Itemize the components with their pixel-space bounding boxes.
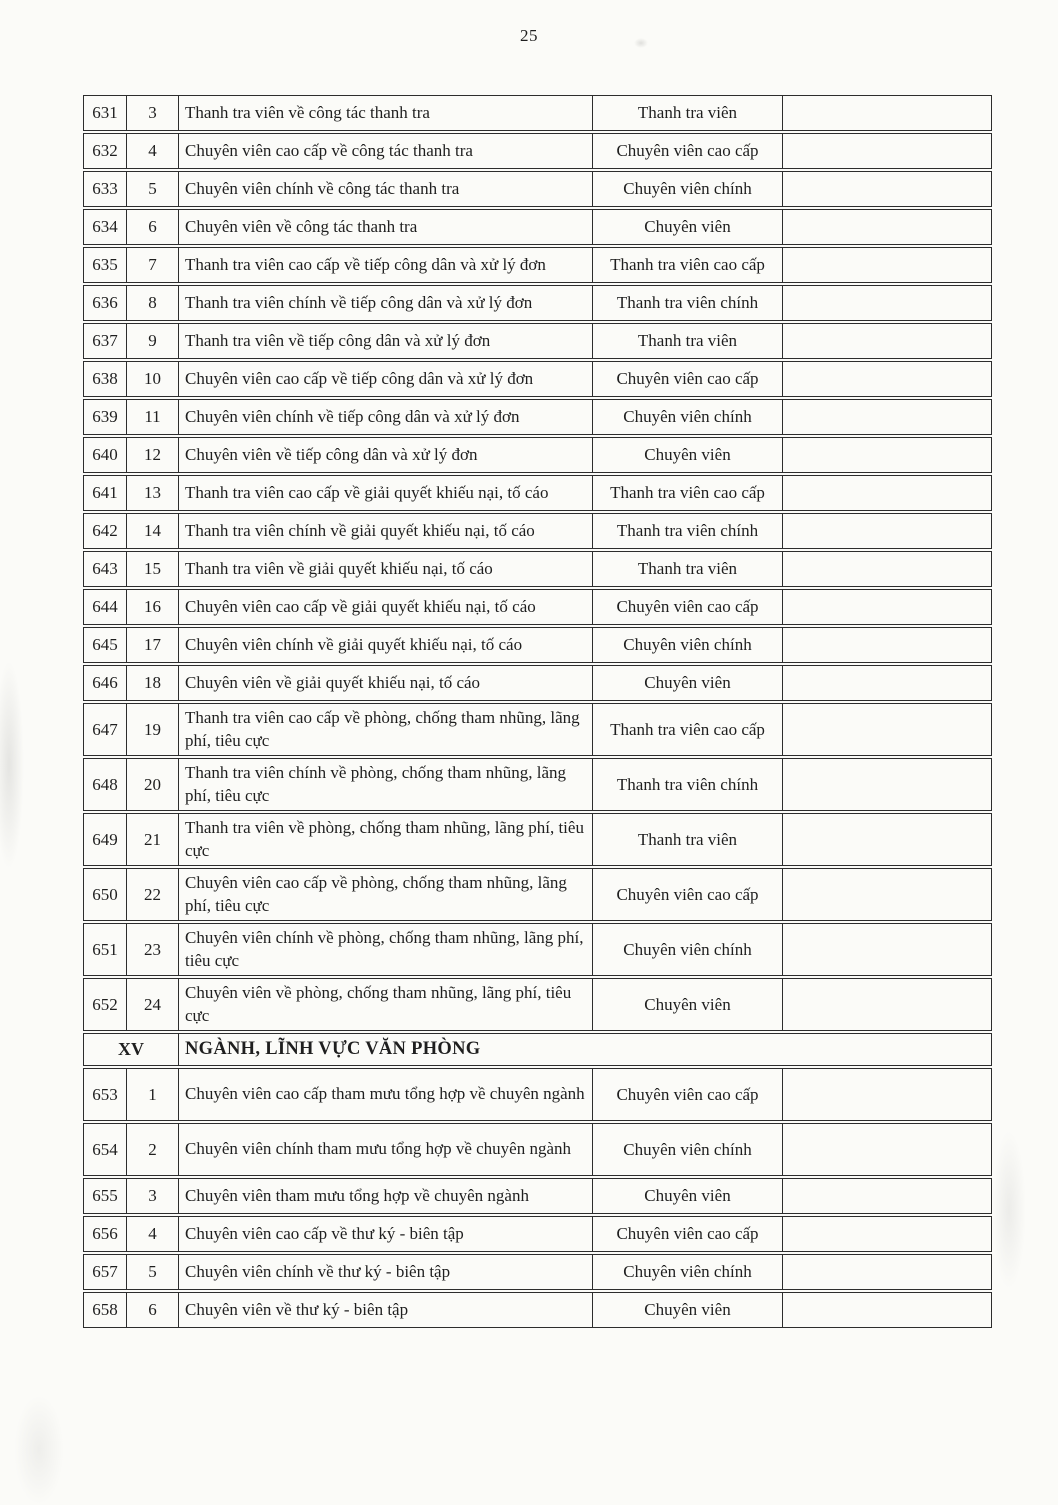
job-title-cell: Chuyên viên cao cấp về công tác thanh tra xyxy=(179,133,593,169)
rank-cell: Thanh tra viên chính xyxy=(593,285,783,321)
scan-smudge xyxy=(14,1395,64,1505)
job-title-cell: Chuyên viên cao cấp về tiếp công dân và xử lý đơn xyxy=(179,361,593,397)
notes-cell xyxy=(783,627,992,663)
table-row xyxy=(83,209,992,245)
notes-cell xyxy=(783,868,992,921)
job-title-cell: Thanh tra viên về công tác thanh tra xyxy=(179,95,593,131)
scan-smudge xyxy=(0,660,24,870)
row-number-cell: 655 xyxy=(83,1178,127,1214)
section-numeral: XV xyxy=(83,1033,179,1066)
row-subnumber-cell: 13 xyxy=(127,475,179,511)
rank-cell: Chuyên viên cao cấp xyxy=(593,361,783,397)
section-title: NGÀNH, LĨNH VỰC VĂN PHÒNG xyxy=(179,1033,992,1066)
job-title-cell: Chuyên viên cao cấp về thư ký - biên tập xyxy=(179,1216,593,1252)
row-number-cell: 636 xyxy=(83,285,127,321)
job-title-cell: Chuyên viên về thư ký - biên tập xyxy=(179,1292,593,1328)
row-number-cell: 653 xyxy=(83,1068,127,1121)
job-title-cell: Chuyên viên về tiếp công dân và xử lý đơn xyxy=(179,437,593,473)
rank-cell: Thanh tra viên xyxy=(593,95,783,131)
row-number-cell: 651 xyxy=(83,923,127,976)
row-subnumber-cell: 24 xyxy=(127,978,179,1031)
row-subnumber-cell: 19 xyxy=(127,703,179,756)
row-number-cell: 648 xyxy=(83,758,127,811)
table-row xyxy=(83,285,992,321)
positions-table xyxy=(83,93,992,1330)
row-subnumber-cell: 7 xyxy=(127,247,179,283)
job-title-cell: Chuyên viên chính về giải quyết khiếu nại, tố cáo xyxy=(179,627,593,663)
table-row xyxy=(83,703,992,756)
row-number-cell: 654 xyxy=(83,1123,127,1176)
notes-cell xyxy=(783,323,992,359)
row-subnumber-cell: 14 xyxy=(127,513,179,549)
row-subnumber-cell: 23 xyxy=(127,923,179,976)
table-row xyxy=(83,399,992,435)
row-number-cell: 650 xyxy=(83,868,127,921)
row-number-cell: 646 xyxy=(83,665,127,701)
row-number-cell: 642 xyxy=(83,513,127,549)
row-subnumber-cell: 11 xyxy=(127,399,179,435)
row-subnumber-cell: 8 xyxy=(127,285,179,321)
job-title-cell: Chuyên viên về phòng, chống tham nhũng, lãng phí, tiêu cực xyxy=(179,978,593,1031)
table-row xyxy=(83,437,992,473)
row-number-cell: 644 xyxy=(83,589,127,625)
table-row xyxy=(83,758,992,811)
rank-cell: Thanh tra viên xyxy=(593,813,783,866)
row-number-cell: 632 xyxy=(83,133,127,169)
row-number-cell: 638 xyxy=(83,361,127,397)
row-subnumber-cell: 4 xyxy=(127,1216,179,1252)
table-row xyxy=(83,1123,992,1176)
notes-cell xyxy=(783,361,992,397)
job-title-cell: Chuyên viên chính về công tác thanh tra xyxy=(179,171,593,207)
row-subnumber-cell: 5 xyxy=(127,1254,179,1290)
rank-cell: Chuyên viên cao cấp xyxy=(593,133,783,169)
job-title-cell: Chuyên viên cao cấp tham mưu tổng hợp về chuyên ngành xyxy=(179,1068,593,1121)
notes-cell xyxy=(783,95,992,131)
rank-cell: Thanh tra viên xyxy=(593,551,783,587)
job-title-cell: Chuyên viên tham mưu tổng hợp về chuyên ngành xyxy=(179,1178,593,1214)
row-subnumber-cell: 12 xyxy=(127,437,179,473)
notes-cell xyxy=(783,1178,992,1214)
notes-cell xyxy=(783,703,992,756)
rank-cell: Chuyên viên chính xyxy=(593,171,783,207)
row-subnumber-cell: 18 xyxy=(127,665,179,701)
job-title-cell: Thanh tra viên về tiếp công dân và xử lý đơn xyxy=(179,323,593,359)
notes-cell xyxy=(783,1254,992,1290)
scan-smudge xyxy=(992,1130,1026,1290)
row-number-cell: 641 xyxy=(83,475,127,511)
table-row xyxy=(83,1178,992,1214)
row-subnumber-cell: 2 xyxy=(127,1123,179,1176)
table-row xyxy=(83,665,992,701)
table-row xyxy=(83,171,992,207)
notes-cell xyxy=(783,1123,992,1176)
section-row xyxy=(83,1033,992,1066)
row-subnumber-cell: 5 xyxy=(127,171,179,207)
table-row xyxy=(83,868,992,921)
notes-cell xyxy=(783,551,992,587)
rank-cell: Thanh tra viên xyxy=(593,323,783,359)
job-title-cell: Chuyên viên chính về phòng, chống tham nhũng, lãng phí, tiêu cực xyxy=(179,923,593,976)
row-number-cell: 647 xyxy=(83,703,127,756)
table-row xyxy=(83,589,992,625)
table-row xyxy=(83,813,992,866)
table-row xyxy=(83,1068,992,1121)
job-title-cell: Chuyên viên cao cấp về giải quyết khiếu nại, tố cáo xyxy=(179,589,593,625)
row-subnumber-cell: 1 xyxy=(127,1068,179,1121)
table-row xyxy=(83,978,992,1031)
table-row xyxy=(83,923,992,976)
row-number-cell: 652 xyxy=(83,978,127,1031)
table-row xyxy=(83,551,992,587)
row-subnumber-cell: 9 xyxy=(127,323,179,359)
row-number-cell: 656 xyxy=(83,1216,127,1252)
job-title-cell: Thanh tra viên về giải quyết khiếu nại, tố cáo xyxy=(179,551,593,587)
table-row xyxy=(83,133,992,169)
row-subnumber-cell: 17 xyxy=(127,627,179,663)
notes-cell xyxy=(783,813,992,866)
rank-cell: Thanh tra viên chính xyxy=(593,513,783,549)
rank-cell: Chuyên viên chính xyxy=(593,627,783,663)
table-row xyxy=(83,1216,992,1252)
notes-cell xyxy=(783,285,992,321)
rank-cell: Chuyên viên xyxy=(593,437,783,473)
notes-cell xyxy=(783,1068,992,1121)
table-row xyxy=(83,1254,992,1290)
notes-cell xyxy=(783,665,992,701)
job-title-cell: Thanh tra viên cao cấp về giải quyết khiếu nại, tố cáo xyxy=(179,475,593,511)
job-title-cell: Thanh tra viên chính về tiếp công dân và xử lý đơn xyxy=(179,285,593,321)
row-subnumber-cell: 3 xyxy=(127,1178,179,1214)
rank-cell: Thanh tra viên cao cấp xyxy=(593,247,783,283)
notes-cell xyxy=(783,171,992,207)
notes-cell xyxy=(783,513,992,549)
table-row xyxy=(83,95,992,131)
rank-cell: Chuyên viên cao cấp xyxy=(593,1068,783,1121)
notes-cell xyxy=(783,437,992,473)
rank-cell: Thanh tra viên cao cấp xyxy=(593,475,783,511)
rank-cell: Chuyên viên xyxy=(593,1178,783,1214)
row-subnumber-cell: 16 xyxy=(127,589,179,625)
row-number-cell: 643 xyxy=(83,551,127,587)
row-subnumber-cell: 3 xyxy=(127,95,179,131)
rank-cell: Chuyên viên cao cấp xyxy=(593,868,783,921)
table-row xyxy=(83,247,992,283)
notes-cell xyxy=(783,758,992,811)
notes-cell xyxy=(783,475,992,511)
notes-cell xyxy=(783,247,992,283)
rank-cell: Chuyên viên cao cấp xyxy=(593,1216,783,1252)
row-number-cell: 645 xyxy=(83,627,127,663)
row-number-cell: 634 xyxy=(83,209,127,245)
row-number-cell: 640 xyxy=(83,437,127,473)
row-number-cell: 631 xyxy=(83,95,127,131)
rank-cell: Chuyên viên xyxy=(593,209,783,245)
table-row xyxy=(83,475,992,511)
job-title-cell: Thanh tra viên cao cấp về tiếp công dân và xử lý đơn xyxy=(179,247,593,283)
notes-cell xyxy=(783,978,992,1031)
job-title-cell: Thanh tra viên chính về giải quyết khiếu nại, tố cáo xyxy=(179,513,593,549)
row-subnumber-cell: 21 xyxy=(127,813,179,866)
table-row xyxy=(83,513,992,549)
job-title-cell: Chuyên viên chính tham mưu tổng hợp về chuyên ngành xyxy=(179,1123,593,1176)
rank-cell: Chuyên viên chính xyxy=(593,399,783,435)
row-subnumber-cell: 15 xyxy=(127,551,179,587)
job-title-cell: Chuyên viên chính về tiếp công dân và xử lý đơn xyxy=(179,399,593,435)
table-row xyxy=(83,627,992,663)
notes-cell xyxy=(783,209,992,245)
rank-cell: Thanh tra viên cao cấp xyxy=(593,703,783,756)
row-number-cell: 635 xyxy=(83,247,127,283)
job-title-cell: Chuyên viên về giải quyết khiếu nại, tố cáo xyxy=(179,665,593,701)
notes-cell xyxy=(783,923,992,976)
row-subnumber-cell: 4 xyxy=(127,133,179,169)
job-title-cell: Chuyên viên chính về thư ký - biên tập xyxy=(179,1254,593,1290)
job-title-cell: Chuyên viên cao cấp về phòng, chống tham nhũng, lãng phí, tiêu cực xyxy=(179,868,593,921)
positions-table-body xyxy=(83,95,992,1328)
rank-cell: Chuyên viên xyxy=(593,665,783,701)
row-number-cell: 639 xyxy=(83,399,127,435)
job-title-cell: Chuyên viên về công tác thanh tra xyxy=(179,209,593,245)
table-row xyxy=(83,1292,992,1328)
notes-cell xyxy=(783,399,992,435)
notes-cell xyxy=(783,1216,992,1252)
page-number: 25 xyxy=(520,26,538,45)
rank-cell: Chuyên viên cao cấp xyxy=(593,589,783,625)
row-number-cell: 633 xyxy=(83,171,127,207)
row-subnumber-cell: 20 xyxy=(127,758,179,811)
notes-cell xyxy=(783,133,992,169)
job-title-cell: Thanh tra viên chính về phòng, chống tham nhũng, lãng phí, tiêu cực xyxy=(179,758,593,811)
rank-cell: Chuyên viên chính xyxy=(593,923,783,976)
row-subnumber-cell: 6 xyxy=(127,1292,179,1328)
job-title-cell: Thanh tra viên về phòng, chống tham nhũng, lãng phí, tiêu cực xyxy=(179,813,593,866)
row-subnumber-cell: 10 xyxy=(127,361,179,397)
rank-cell: Chuyên viên chính xyxy=(593,1254,783,1290)
notes-cell xyxy=(783,1292,992,1328)
table-row xyxy=(83,361,992,397)
row-number-cell: 657 xyxy=(83,1254,127,1290)
row-number-cell: 658 xyxy=(83,1292,127,1328)
rank-cell: Chuyên viên xyxy=(593,978,783,1031)
rank-cell: Chuyên viên xyxy=(593,1292,783,1328)
rank-cell: Chuyên viên chính xyxy=(593,1123,783,1176)
rank-cell: Thanh tra viên chính xyxy=(593,758,783,811)
table-row xyxy=(83,323,992,359)
row-number-cell: 637 xyxy=(83,323,127,359)
row-number-cell: 649 xyxy=(83,813,127,866)
row-subnumber-cell: 22 xyxy=(127,868,179,921)
row-subnumber-cell: 6 xyxy=(127,209,179,245)
notes-cell xyxy=(783,589,992,625)
job-title-cell: Thanh tra viên cao cấp về phòng, chống tham nhũng, lãng phí, tiêu cực xyxy=(179,703,593,756)
